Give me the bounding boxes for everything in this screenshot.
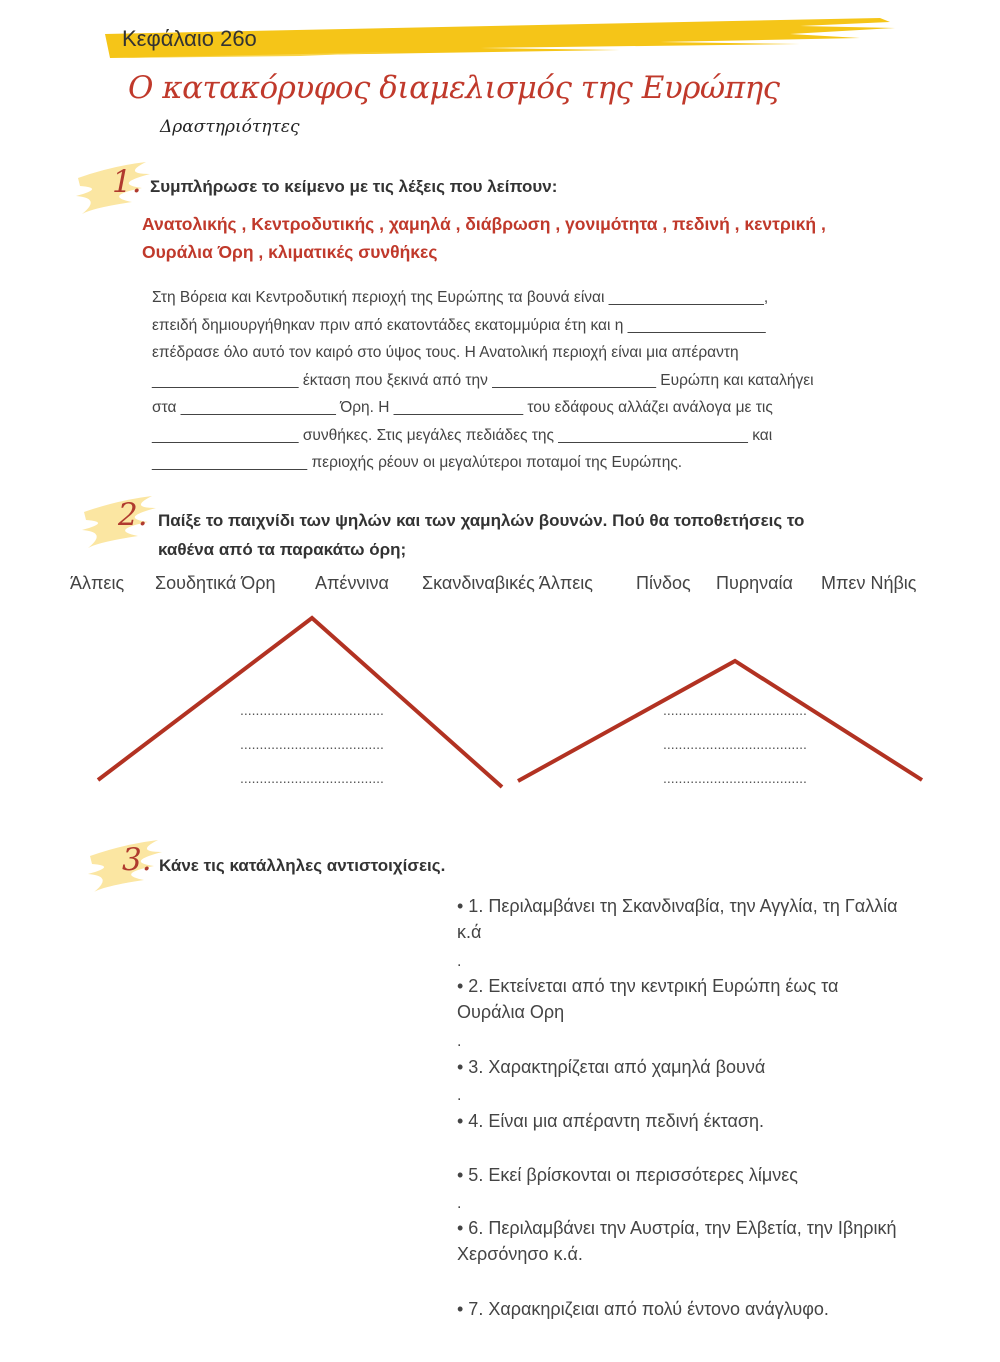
chapter-label: Κεφάλαιο 26ο	[122, 26, 257, 51]
word-bank	[142, 210, 902, 266]
word-bank-line: Ουράλια Όρη , κλιματικές συνθήκες	[142, 242, 438, 262]
fill-text-line[interactable]: _________________ έκταση που ξεκινά από την ___________________ Ευρώπη και καταλήγει	[152, 371, 814, 389]
mountain-word[interactable]: Σκανδιναβικές Άλπεις	[422, 573, 593, 593]
page-title: Ο κατακόρυφος διαμελισμός της Ευρώπης	[128, 70, 780, 106]
separator-dot: .	[457, 953, 462, 970]
low-mountain-shape	[518, 661, 922, 781]
word-bank-line: Ανατολικής , Κεντροδυτικής , χαμηλά , διάβρωση , γονιμότητα , πεδινή , κεντρική ,	[142, 214, 826, 234]
high-mountain-blank[interactable]: .....................................	[240, 770, 384, 786]
mountain-word[interactable]: Απέννινα	[315, 573, 389, 593]
mountain-word[interactable]: Μπεν Νήβις	[821, 573, 917, 593]
mountain-word[interactable]: Άλπεις	[70, 573, 125, 593]
fill-text-line[interactable]: _________________ συνθήκες. Στις μεγάλες πεδιάδες της ______________________ και	[152, 426, 773, 444]
match-item-4[interactable]: • 4. Είναι μια απέραντη πεδινή έκταση.	[457, 1111, 765, 1131]
mountain-word[interactable]: Πυρηναία	[716, 573, 793, 593]
match-item-2[interactable]: • 2. Εκτείνεται από την κεντρική Ευρώπη έως τα Ουράλια Ορη	[457, 976, 839, 1022]
low-mountain-blank[interactable]: .....................................	[663, 770, 807, 786]
question-2-number: 2.	[118, 497, 148, 533]
separator-dot: .	[457, 1195, 462, 1212]
question-1-number: 1.	[112, 164, 142, 200]
high-mountain-blank[interactable]: .....................................	[240, 736, 384, 752]
mountain-word[interactable]: Πίνδος	[636, 573, 691, 593]
fill-text-line[interactable]: στα __________________ Όρη. Η _______________ του εδάφους αλλάζει ανάλογα με τις	[152, 399, 773, 416]
high-mountain-blank[interactable]: .....................................	[240, 702, 384, 718]
question-2-heading-line: καθένα από τα παρακάτω όρη;	[158, 540, 407, 559]
match-item-6[interactable]: • 6. Περιλαμβάνει την Αυστρία, την Ελβετία, την Ιβηρική Χερσόνησο κ.ά.	[457, 1218, 897, 1264]
fill-text-line[interactable]: επέδρασε όλο αυτό τον καιρό στο ύψος τους. Η Ανατολική περιοχή είναι μια απέραντη	[152, 344, 739, 361]
question-1-heading: Συμπλήρωσε το κείμενο με τις λέξεις που λείπουν:	[150, 177, 558, 196]
match-item-7[interactable]: • 7. Χαρακηριζειαι από πολύ έντονο ανάγλυφο.	[457, 1299, 829, 1319]
match-item-3[interactable]: • 3. Χαρακτηρίζεται από χαμηλά βουνά	[457, 1057, 766, 1077]
separator-dot: .	[457, 1033, 462, 1050]
question-3-number: 3.	[122, 842, 152, 878]
match-item-5[interactable]: • 5. Εκεί βρίσκονται οι περισσότερες λίμνες	[457, 1165, 798, 1185]
question-3-heading: Κάνε τις κατάλληλες αντιστοιχίσεις.	[159, 856, 446, 875]
fill-in-text	[152, 284, 894, 477]
separator-dot: .	[457, 1087, 462, 1104]
fill-text-line[interactable]: Στη Βόρεια και Κεντροδυτική περιοχή της Ευρώπης τα βουνά είναι __________________,	[152, 289, 769, 306]
low-mountain-blank[interactable]: .....................................	[663, 702, 807, 718]
fill-text-line[interactable]: επειδή δημιουργήθηκαν πριν από εκατοντάδες εκατομμύρια έτη και η ________________	[152, 316, 766, 334]
mountain-diagram	[0, 600, 1000, 800]
low-mountain-blank[interactable]: .....................................	[663, 736, 807, 752]
page-subtitle: Δραστηριότητες	[160, 117, 300, 137]
mountain-word[interactable]: Σουδητικά Όρη	[155, 573, 276, 593]
fill-text-line[interactable]: __________________ περιοχής ρέουν οι μεγαλύτεροι ποταμοί της Ευρώπης.	[152, 454, 683, 471]
question-2-heading-line: Παίξε το παιχνίδι των ψηλών και των χαμηλών βουνών. Πού θα τοποθετήσεις το	[158, 511, 805, 530]
match-item-1[interactable]: • 1. Περιλαμβάνει τη Σκανδιναβία, την Αγγλία, τη Γαλλία κ.ά	[457, 896, 898, 942]
